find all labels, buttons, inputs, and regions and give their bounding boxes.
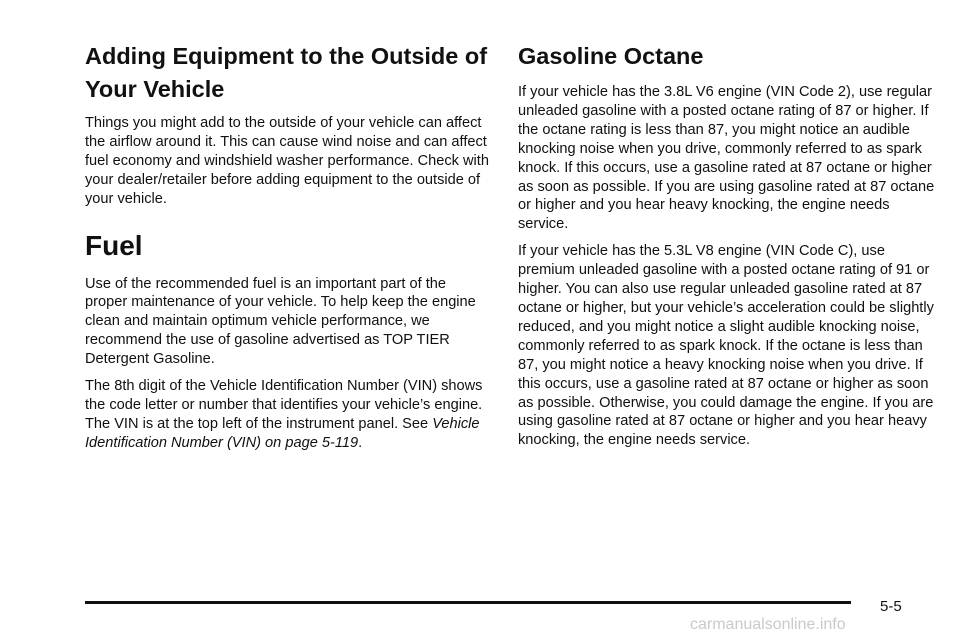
fuel-paragraph-2-text: The 8th digit of the Vehicle Identification Number (VIN) shows the code letter or number that identifies your vehicle’s engine. The VIN is at the top left of the instrument panel. See: [85, 378, 483, 432]
watermark: carmanualsonline.info: [690, 616, 846, 633]
page-number: 5-5: [880, 598, 902, 615]
fuel-paragraph-2-end: .: [358, 434, 363, 451]
vin-cross-reference: Vehicle Identification Number (VIN) on page 5-119: [85, 415, 480, 451]
octane-paragraph-1: If your vehicle has the 3.8L V6 engine (VIN Code 2), use regular unleaded gasoline with a posted octane rating of 87 or higher. If the octane rating is less than 87, you might notice an audible knocking noise when you drive, commonly referred to as spark knock. If this occurs, use a gasoline rated at 87 octane or higher as soon as possible. If you are using gasoline rated at 87 octane or higher and you hear heavy knocking, the engine needs service.: [518, 84, 935, 233]
octane-paragraph-2: If your vehicle has the 5.3L V8 engine (VIN Code C), use premium unleaded gasoline with a posted octane rating of 91 or higher. You can also use regular unleaded gasoline rated at 87 octane or higher, but your vehicle’s acceleration could be slightly reduced, and you might notice a slight audible knocking noise, commonly referred to as spark knock. If the octane is less than 87, you might notice a heavy knocking noise when you drive. If this occurs, use a gasoline rated at 87 octane or higher as soon as possible. Otherwise, you could damage the engine. If you are using gasoline rated at 87 octane or higher and you hear heavy knocking, the engine needs service.: [518, 243, 934, 449]
fuel-paragraph-1: Use of the recommended fuel is an important part of the proper maintenance of your vehicle. To help keep the engine clean and maintain optimum vehicle performance, we recommend the use of gasoline advertised as TOP TIER Detergent Gasoline.: [85, 275, 476, 368]
section-title-gasoline-octane: Gasoline Octane: [518, 43, 704, 69]
footer-rule: [85, 601, 851, 604]
section-title-fuel: Fuel: [85, 229, 143, 261]
left-column: [85, 40, 492, 453]
fuel-paragraph-2: [85, 377, 492, 453]
section-title-line2: Your Vehicle: [85, 76, 225, 102]
right-column: [518, 40, 938, 450]
section-title-line1: Adding Equipment to the Outside of: [85, 43, 488, 69]
section-title-adding-equipment: [85, 40, 492, 106]
adding-equipment-body: Things you might add to the outside of your vehicle can affect the airflow around it. This can cause wind noise and can affect fuel economy and windshield washer performance. Check with your dealer/retailer before adding equipment to the outside of your vehicle.: [85, 115, 489, 207]
